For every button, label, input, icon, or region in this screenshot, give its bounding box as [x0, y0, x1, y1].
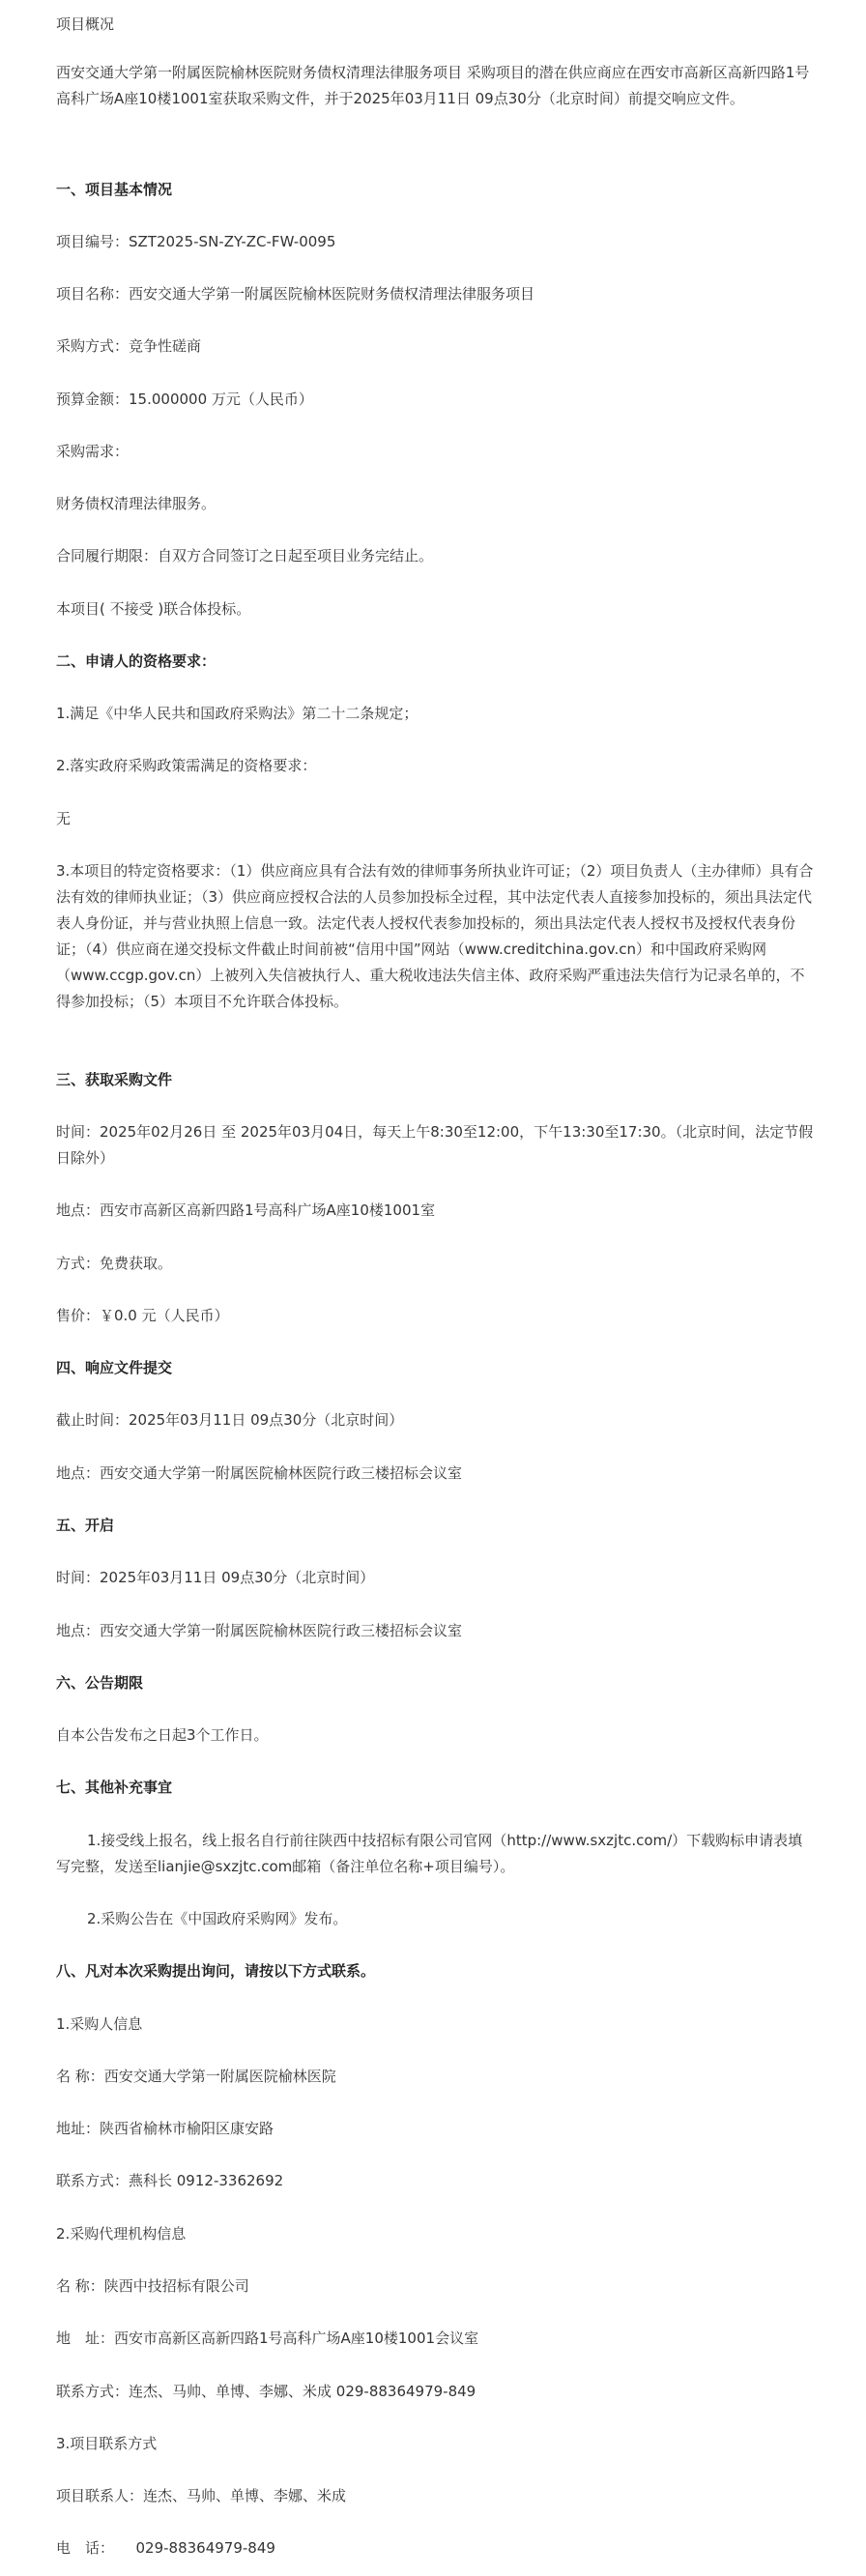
overview-title: 项目概况	[56, 15, 115, 33]
acquire-way: 方式：免费获取。	[56, 1255, 173, 1272]
section-1-heading: 一、项目基本情况	[56, 181, 173, 198]
agency-contact: 联系方式：连杰、马帅、单博、李娜、米成 029-88364979-849	[56, 2383, 476, 2400]
submit-place: 地点：西安交通大学第一附属医院榆林医院行政三楼招标会议室	[56, 1464, 463, 1482]
agency-name: 名 称：陕西中技招标有限公司	[56, 2277, 249, 2295]
demand-text: 财务债权清理法律服务。	[56, 495, 216, 512]
acquire-time: 时间：2025年02月26日 至 2025年03月04日，每天上午8:30至12:00，下午13:30至17:30。（北京时间，法定节假日除外）	[56, 1123, 814, 1167]
opening-time: 时间：2025年03月11日 09点30分（北京时间）	[56, 1569, 375, 1586]
requirement-3: 3.本项目的特定资格要求：（1）供应商应具有合法有效的律师事务所执业许可证；（2）项目负责人（主办律师）具有合法有效的律师执业证；（3）供应商应授权合法的人员参加投标全过程，其中法定代表人直接参加投标的，须出具法定代表人身份证，并与营业执照上信息一致。法定代表人授权代表参加投标的，须出具法定代表人授权书及授权代表身份证；（4）供应商在递交投标文件截止时间前被“信用中国”网站（www.creditchina.gov.cn）和中国政府采购网（www.ccgp.gov.cn）上被列入失信被执行人、重大税收违法失信主体、政府采购严重违法失信行为记录名单的，不得参加投标；（5）本项目不允许联合体投标。	[56, 862, 814, 1010]
requirement-2: 2.落实政府采购政策需满足的资格要求：	[56, 757, 317, 774]
submit-deadline: 截止时间：2025年03月11日 09点30分（北京时间）	[56, 1411, 404, 1429]
project-contact-phone: 电 话： 029-88364979-849	[56, 2539, 275, 2557]
buyer-address: 地址：陕西省榆林市榆阳区康安路	[56, 2120, 274, 2137]
project-contact-people: 项目联系人：连杰、马帅、单博、李娜、米成	[56, 2487, 347, 2504]
acquire-price: 售价：￥0.0 元（人民币）	[56, 1307, 229, 1324]
opening-place: 地点：西安交通大学第一附属医院榆林医院行政三楼招标会议室	[56, 1622, 463, 1639]
section-8-heading: 八、凡对本次采购提出询问，请按以下方式联系。	[56, 1962, 376, 1980]
buyer-name: 名 称：西安交通大学第一附属医院榆林医院	[56, 2068, 336, 2085]
section-7-heading: 七、其他补充事宜	[56, 1779, 173, 1796]
supplement-item-2: 2.采购公告在《中国政府采购网》发布。	[87, 1910, 348, 1927]
supplement-item-1: 1.接受线上报名，线上报名自行前往陕西中技招标有限公司官网（http://www.sxzjtc.com/）下载购标申请表填写完整，发送至lianjie@sxzjtc.com邮箱（备注单位名称+项目编号）。	[56, 1832, 803, 1875]
requirement-2-none: 无	[56, 810, 72, 827]
overview-text: 西安交通大学第一附属医院榆林医院财务债权清理法律服务项目 采购项目的潜在供应商应在西安市高新区高新四路1号高科广场A座10楼1001室获取采购文件，并于2025年03月11日 09点30分（北京时间）前提交响应文件。	[56, 64, 810, 107]
requirement-1: 1.满足《中华人民共和国政府采购法》第二十二条规定；	[56, 705, 419, 722]
section-4-heading: 四、响应文件提交	[56, 1359, 173, 1376]
contract-period: 合同履行期限：自双方合同签订之日起至项目业务完结止。	[56, 547, 434, 564]
agency-info-title: 2.采购代理机构信息	[56, 2225, 187, 2243]
notice-period: 自本公告发布之日起3个工作日。	[56, 1726, 269, 1744]
section-3-heading: 三、获取采购文件	[56, 1071, 173, 1088]
budget-amount: 预算金额：15.000000 万元（人民币）	[56, 391, 313, 408]
acquire-place: 地点：西安市高新区高新四路1号高科广场A座10楼1001室	[56, 1201, 436, 1219]
section-5-heading: 五、开启	[56, 1517, 115, 1534]
project-contact-title: 3.项目联系方式	[56, 2435, 158, 2452]
section-2-heading: 二、申请人的资格要求：	[56, 652, 216, 670]
agency-address: 地 址：西安市高新区高新四路1号高科广场A座10楼1001会议室	[56, 2330, 479, 2347]
buyer-contact: 联系方式：燕科长 0912-3362692	[56, 2172, 284, 2189]
demand-label: 采购需求：	[56, 443, 130, 460]
project-name: 项目名称：西安交通大学第一附属医院榆林医院财务债权清理法律服务项目	[56, 285, 535, 303]
project-number: 项目编号：SZT2025-SN-ZY-ZC-FW-0095	[56, 233, 336, 250]
buyer-info-title: 1.采购人信息	[56, 2015, 143, 2033]
consortium-policy: 本项目( 不接受 )联合体投标。	[56, 600, 251, 618]
procurement-method: 采购方式：竞争性磋商	[56, 337, 202, 355]
section-6-heading: 六、公告期限	[56, 1674, 144, 1692]
